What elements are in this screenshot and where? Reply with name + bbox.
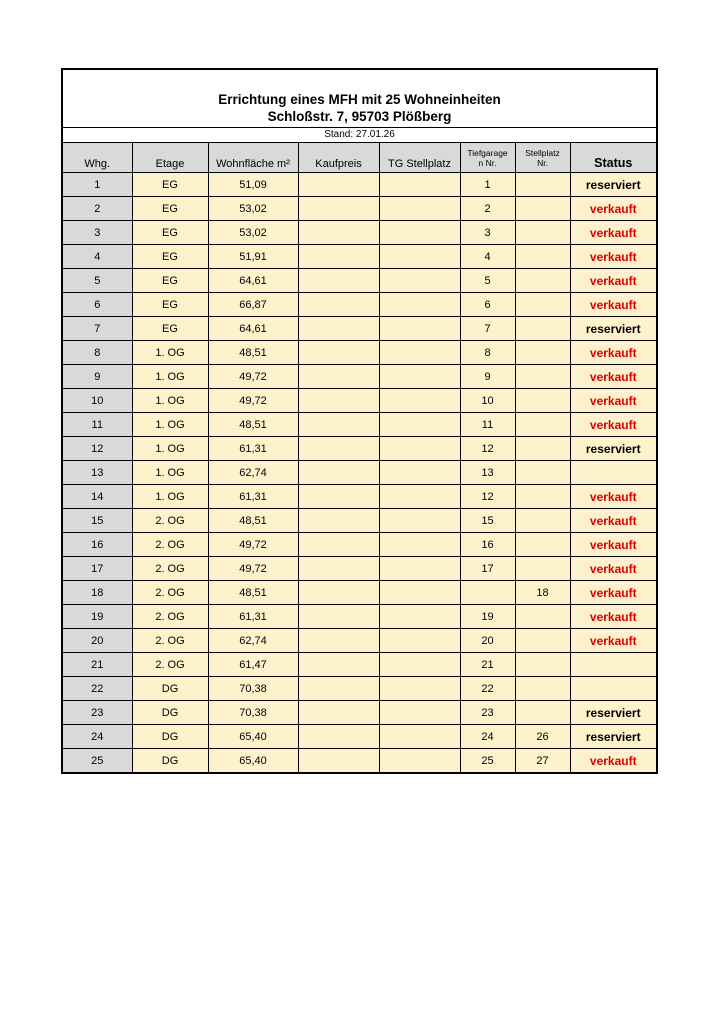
- cell-wohnflaeche: 48,51: [208, 509, 298, 533]
- cell-kaufpreis: [298, 245, 379, 269]
- cell-tg-stellplatz: [379, 509, 460, 533]
- table-row: [63, 197, 656, 221]
- cell-wohnflaeche: 49,72: [208, 557, 298, 581]
- cell-whg: 9: [63, 365, 132, 389]
- cell-tg-stellplatz: [379, 221, 460, 245]
- cell-wohnflaeche: 66,87: [208, 293, 298, 317]
- cell-stellplatz-nr: [515, 365, 570, 389]
- table-row: [63, 341, 656, 365]
- cell-etage: 1. OG: [132, 389, 208, 413]
- cell-kaufpreis: [298, 509, 379, 533]
- cell-wohnflaeche: 62,74: [208, 461, 298, 485]
- cell-tiefgarage-nr: 10: [460, 389, 515, 413]
- cell-tg-stellplatz: [379, 245, 460, 269]
- table-row: [63, 749, 656, 773]
- cell-whg: 19: [63, 605, 132, 629]
- cell-wohnflaeche: 53,02: [208, 197, 298, 221]
- cell-stellplatz-nr: [515, 605, 570, 629]
- cell-etage: 2. OG: [132, 581, 208, 605]
- cell-stellplatz-nr: [515, 437, 570, 461]
- table-row: [63, 389, 656, 413]
- cell-tiefgarage-nr: 25: [460, 749, 515, 773]
- cell-whg: 12: [63, 437, 132, 461]
- cell-tiefgarage-nr: 1: [460, 173, 515, 197]
- cell-kaufpreis: [298, 221, 379, 245]
- cell-etage: 1. OG: [132, 437, 208, 461]
- cell-wohnflaeche: 61,31: [208, 605, 298, 629]
- cell-etage: EG: [132, 197, 208, 221]
- cell-etage: 1. OG: [132, 461, 208, 485]
- table-row: [63, 221, 656, 245]
- cell-wohnflaeche: 61,47: [208, 653, 298, 677]
- cell-stellplatz-nr: [515, 221, 570, 245]
- cell-tiefgarage-nr: 24: [460, 725, 515, 749]
- table-row: [63, 293, 656, 317]
- cell-tiefgarage-nr: 22: [460, 677, 515, 701]
- cell-kaufpreis: [298, 341, 379, 365]
- cell-kaufpreis: [298, 581, 379, 605]
- cell-status: reserviert: [570, 437, 656, 461]
- cell-tiefgarage-nr: 15: [460, 509, 515, 533]
- cell-status: reserviert: [570, 317, 656, 341]
- header-etage: Etage: [132, 143, 208, 173]
- cell-etage: 1. OG: [132, 485, 208, 509]
- cell-whg: 7: [63, 317, 132, 341]
- cell-kaufpreis: [298, 533, 379, 557]
- cell-tiefgarage-nr: 9: [460, 365, 515, 389]
- header-tg-stellplatz: TG Stellplatz: [379, 143, 460, 173]
- cell-status: verkauft: [570, 365, 656, 389]
- cell-kaufpreis: [298, 749, 379, 773]
- header-row: [63, 143, 656, 173]
- cell-stellplatz-nr: [515, 701, 570, 725]
- cell-whg: 22: [63, 677, 132, 701]
- cell-tiefgarage-nr: 6: [460, 293, 515, 317]
- table-row: [63, 677, 656, 701]
- table-row: [63, 317, 656, 341]
- cell-tiefgarage-nr: 8: [460, 341, 515, 365]
- cell-etage: 2. OG: [132, 629, 208, 653]
- cell-status: verkauft: [570, 533, 656, 557]
- table-row: [63, 245, 656, 269]
- cell-stellplatz-nr: [515, 533, 570, 557]
- cell-whg: 8: [63, 341, 132, 365]
- cell-wohnflaeche: 65,40: [208, 749, 298, 773]
- cell-etage: 2. OG: [132, 605, 208, 629]
- cell-status: verkauft: [570, 485, 656, 509]
- cell-etage: DG: [132, 677, 208, 701]
- cell-status: verkauft: [570, 245, 656, 269]
- table-row: [63, 461, 656, 485]
- cell-tg-stellplatz: [379, 629, 460, 653]
- cell-wohnflaeche: 48,51: [208, 413, 298, 437]
- cell-tiefgarage-nr: 21: [460, 653, 515, 677]
- cell-tiefgarage-nr: 13: [460, 461, 515, 485]
- cell-whg: 17: [63, 557, 132, 581]
- cell-wohnflaeche: 53,02: [208, 221, 298, 245]
- cell-status: [570, 461, 656, 485]
- cell-whg: 23: [63, 701, 132, 725]
- cell-whg: 14: [63, 485, 132, 509]
- cell-wohnflaeche: 51,09: [208, 173, 298, 197]
- cell-stellplatz-nr: [515, 269, 570, 293]
- cell-kaufpreis: [298, 701, 379, 725]
- cell-status: verkauft: [570, 557, 656, 581]
- cell-kaufpreis: [298, 317, 379, 341]
- cell-tg-stellplatz: [379, 413, 460, 437]
- cell-tg-stellplatz: [379, 317, 460, 341]
- header-tiefgarage-line1: Tiefgarage: [467, 147, 508, 158]
- cell-tg-stellplatz: [379, 653, 460, 677]
- cell-stellplatz-nr: [515, 509, 570, 533]
- cell-tg-stellplatz: [379, 557, 460, 581]
- header-whg: Whg.: [63, 143, 132, 173]
- cell-kaufpreis: [298, 437, 379, 461]
- cell-kaufpreis: [298, 197, 379, 221]
- cell-tg-stellplatz: [379, 485, 460, 509]
- cell-etage: EG: [132, 293, 208, 317]
- cell-wohnflaeche: 65,40: [208, 725, 298, 749]
- header-tiefgarage-line2: n Nr.: [478, 157, 497, 168]
- cell-status: verkauft: [570, 749, 656, 773]
- title-line-1: Errichtung eines MFH mit 25 Wohneinheiten: [218, 92, 501, 107]
- cell-kaufpreis: [298, 605, 379, 629]
- cell-etage: EG: [132, 221, 208, 245]
- cell-tiefgarage-nr: 16: [460, 533, 515, 557]
- cell-tiefgarage-nr: 17: [460, 557, 515, 581]
- cell-whg: 11: [63, 413, 132, 437]
- cell-wohnflaeche: 62,74: [208, 629, 298, 653]
- cell-tiefgarage-nr: 5: [460, 269, 515, 293]
- cell-kaufpreis: [298, 725, 379, 749]
- cell-tiefgarage-nr: 19: [460, 605, 515, 629]
- cell-wohnflaeche: 49,72: [208, 365, 298, 389]
- table-row: [63, 485, 656, 509]
- cell-kaufpreis: [298, 365, 379, 389]
- cell-tiefgarage-nr: 12: [460, 437, 515, 461]
- cell-etage: DG: [132, 701, 208, 725]
- cell-etage: 1. OG: [132, 341, 208, 365]
- cell-tg-stellplatz: [379, 701, 460, 725]
- table-row: [63, 605, 656, 629]
- cell-kaufpreis: [298, 269, 379, 293]
- cell-tg-stellplatz: [379, 341, 460, 365]
- cell-status: verkauft: [570, 581, 656, 605]
- stand-date: Stand: 27.01.26: [63, 128, 656, 143]
- cell-tg-stellplatz: [379, 197, 460, 221]
- cell-status: verkauft: [570, 269, 656, 293]
- cell-tiefgarage-nr: 7: [460, 317, 515, 341]
- cell-whg: 6: [63, 293, 132, 317]
- cell-whg: 15: [63, 509, 132, 533]
- cell-etage: EG: [132, 269, 208, 293]
- apartment-table: [63, 143, 656, 772]
- header-stellplatz-line2: Nr.: [537, 157, 548, 168]
- title-box: [63, 70, 656, 128]
- cell-stellplatz-nr: [515, 677, 570, 701]
- table-row: [63, 509, 656, 533]
- cell-kaufpreis: [298, 413, 379, 437]
- cell-tiefgarage-nr: 3: [460, 221, 515, 245]
- cell-etage: 2. OG: [132, 509, 208, 533]
- cell-stellplatz-nr: [515, 293, 570, 317]
- cell-status: reserviert: [570, 173, 656, 197]
- table-row: [63, 437, 656, 461]
- table-row: [63, 269, 656, 293]
- cell-tg-stellplatz: [379, 461, 460, 485]
- table-row: [63, 701, 656, 725]
- cell-whg: 3: [63, 221, 132, 245]
- cell-kaufpreis: [298, 653, 379, 677]
- cell-etage: 2. OG: [132, 557, 208, 581]
- cell-status: reserviert: [570, 701, 656, 725]
- cell-tg-stellplatz: [379, 389, 460, 413]
- cell-stellplatz-nr: [515, 653, 570, 677]
- table-body: [63, 173, 656, 773]
- cell-tg-stellplatz: [379, 677, 460, 701]
- cell-tiefgarage-nr: 11: [460, 413, 515, 437]
- cell-wohnflaeche: 61,31: [208, 485, 298, 509]
- cell-stellplatz-nr: [515, 461, 570, 485]
- header-stellplatz-line1: Stellplatz: [525, 147, 560, 158]
- cell-wohnflaeche: 51,91: [208, 245, 298, 269]
- cell-stellplatz-nr: 27: [515, 749, 570, 773]
- cell-tg-stellplatz: [379, 749, 460, 773]
- cell-tg-stellplatz: [379, 173, 460, 197]
- cell-tg-stellplatz: [379, 293, 460, 317]
- cell-tg-stellplatz: [379, 437, 460, 461]
- header-kaufpreis: Kaufpreis: [298, 143, 379, 173]
- cell-whg: 4: [63, 245, 132, 269]
- cell-tg-stellplatz: [379, 581, 460, 605]
- table-row: [63, 581, 656, 605]
- header-status: Status: [570, 143, 656, 173]
- cell-wohnflaeche: 48,51: [208, 341, 298, 365]
- cell-whg: 1: [63, 173, 132, 197]
- cell-status: verkauft: [570, 221, 656, 245]
- cell-wohnflaeche: 64,61: [208, 269, 298, 293]
- cell-status: verkauft: [570, 509, 656, 533]
- cell-tg-stellplatz: [379, 605, 460, 629]
- cell-stellplatz-nr: [515, 557, 570, 581]
- cell-stellplatz-nr: [515, 245, 570, 269]
- cell-etage: DG: [132, 725, 208, 749]
- header-stellplatz-nr: [515, 143, 570, 173]
- cell-tiefgarage-nr: 20: [460, 629, 515, 653]
- cell-kaufpreis: [298, 557, 379, 581]
- header-wohnflaeche: Wohnfläche m²: [208, 143, 298, 173]
- cell-tg-stellplatz: [379, 365, 460, 389]
- table-row: [63, 557, 656, 581]
- cell-status: verkauft: [570, 389, 656, 413]
- cell-wohnflaeche: 49,72: [208, 533, 298, 557]
- cell-kaufpreis: [298, 677, 379, 701]
- cell-stellplatz-nr: [515, 317, 570, 341]
- cell-status: verkauft: [570, 293, 656, 317]
- table-row: [63, 365, 656, 389]
- table-row: [63, 725, 656, 749]
- cell-status: [570, 653, 656, 677]
- header-tiefgarage-nr: [460, 143, 515, 173]
- title-line-2: Schloßstr. 7, 95703 Plößberg: [267, 109, 452, 124]
- cell-kaufpreis: [298, 461, 379, 485]
- cell-kaufpreis: [298, 173, 379, 197]
- cell-stellplatz-nr: 18: [515, 581, 570, 605]
- cell-etage: 2. OG: [132, 653, 208, 677]
- cell-stellplatz-nr: [515, 389, 570, 413]
- cell-whg: 16: [63, 533, 132, 557]
- cell-status: reserviert: [570, 725, 656, 749]
- cell-whg: 13: [63, 461, 132, 485]
- cell-etage: EG: [132, 245, 208, 269]
- cell-etage: 1. OG: [132, 413, 208, 437]
- cell-etage: EG: [132, 317, 208, 341]
- cell-wohnflaeche: 70,38: [208, 677, 298, 701]
- cell-wohnflaeche: 61,31: [208, 437, 298, 461]
- cell-tg-stellplatz: [379, 533, 460, 557]
- cell-whg: 24: [63, 725, 132, 749]
- table-row: [63, 413, 656, 437]
- cell-etage: 1. OG: [132, 365, 208, 389]
- cell-status: verkauft: [570, 341, 656, 365]
- cell-stellplatz-nr: [515, 341, 570, 365]
- cell-tiefgarage-nr: 23: [460, 701, 515, 725]
- cell-wohnflaeche: 70,38: [208, 701, 298, 725]
- table-row: [63, 629, 656, 653]
- cell-tiefgarage-nr: 12: [460, 485, 515, 509]
- table-row: [63, 173, 656, 197]
- cell-whg: 18: [63, 581, 132, 605]
- cell-whg: 25: [63, 749, 132, 773]
- table-row: [63, 653, 656, 677]
- cell-whg: 20: [63, 629, 132, 653]
- cell-whg: 5: [63, 269, 132, 293]
- cell-whg: 21: [63, 653, 132, 677]
- cell-stellplatz-nr: [515, 629, 570, 653]
- cell-status: [570, 677, 656, 701]
- cell-tiefgarage-nr: 2: [460, 197, 515, 221]
- cell-whg: 2: [63, 197, 132, 221]
- cell-stellplatz-nr: 26: [515, 725, 570, 749]
- cell-wohnflaeche: 49,72: [208, 389, 298, 413]
- cell-tiefgarage-nr: [460, 581, 515, 605]
- cell-stellplatz-nr: [515, 485, 570, 509]
- cell-stellplatz-nr: [515, 413, 570, 437]
- cell-status: verkauft: [570, 605, 656, 629]
- cell-kaufpreis: [298, 629, 379, 653]
- apartment-sheet: [61, 68, 658, 774]
- cell-kaufpreis: [298, 485, 379, 509]
- cell-kaufpreis: [298, 389, 379, 413]
- cell-status: verkauft: [570, 629, 656, 653]
- cell-wohnflaeche: 64,61: [208, 317, 298, 341]
- cell-tiefgarage-nr: 4: [460, 245, 515, 269]
- cell-etage: 2. OG: [132, 533, 208, 557]
- cell-status: verkauft: [570, 197, 656, 221]
- cell-tg-stellplatz: [379, 725, 460, 749]
- cell-stellplatz-nr: [515, 197, 570, 221]
- cell-stellplatz-nr: [515, 173, 570, 197]
- cell-wohnflaeche: 48,51: [208, 581, 298, 605]
- cell-kaufpreis: [298, 293, 379, 317]
- cell-whg: 10: [63, 389, 132, 413]
- cell-tg-stellplatz: [379, 269, 460, 293]
- cell-etage: EG: [132, 173, 208, 197]
- cell-status: verkauft: [570, 413, 656, 437]
- cell-etage: DG: [132, 749, 208, 773]
- table-row: [63, 533, 656, 557]
